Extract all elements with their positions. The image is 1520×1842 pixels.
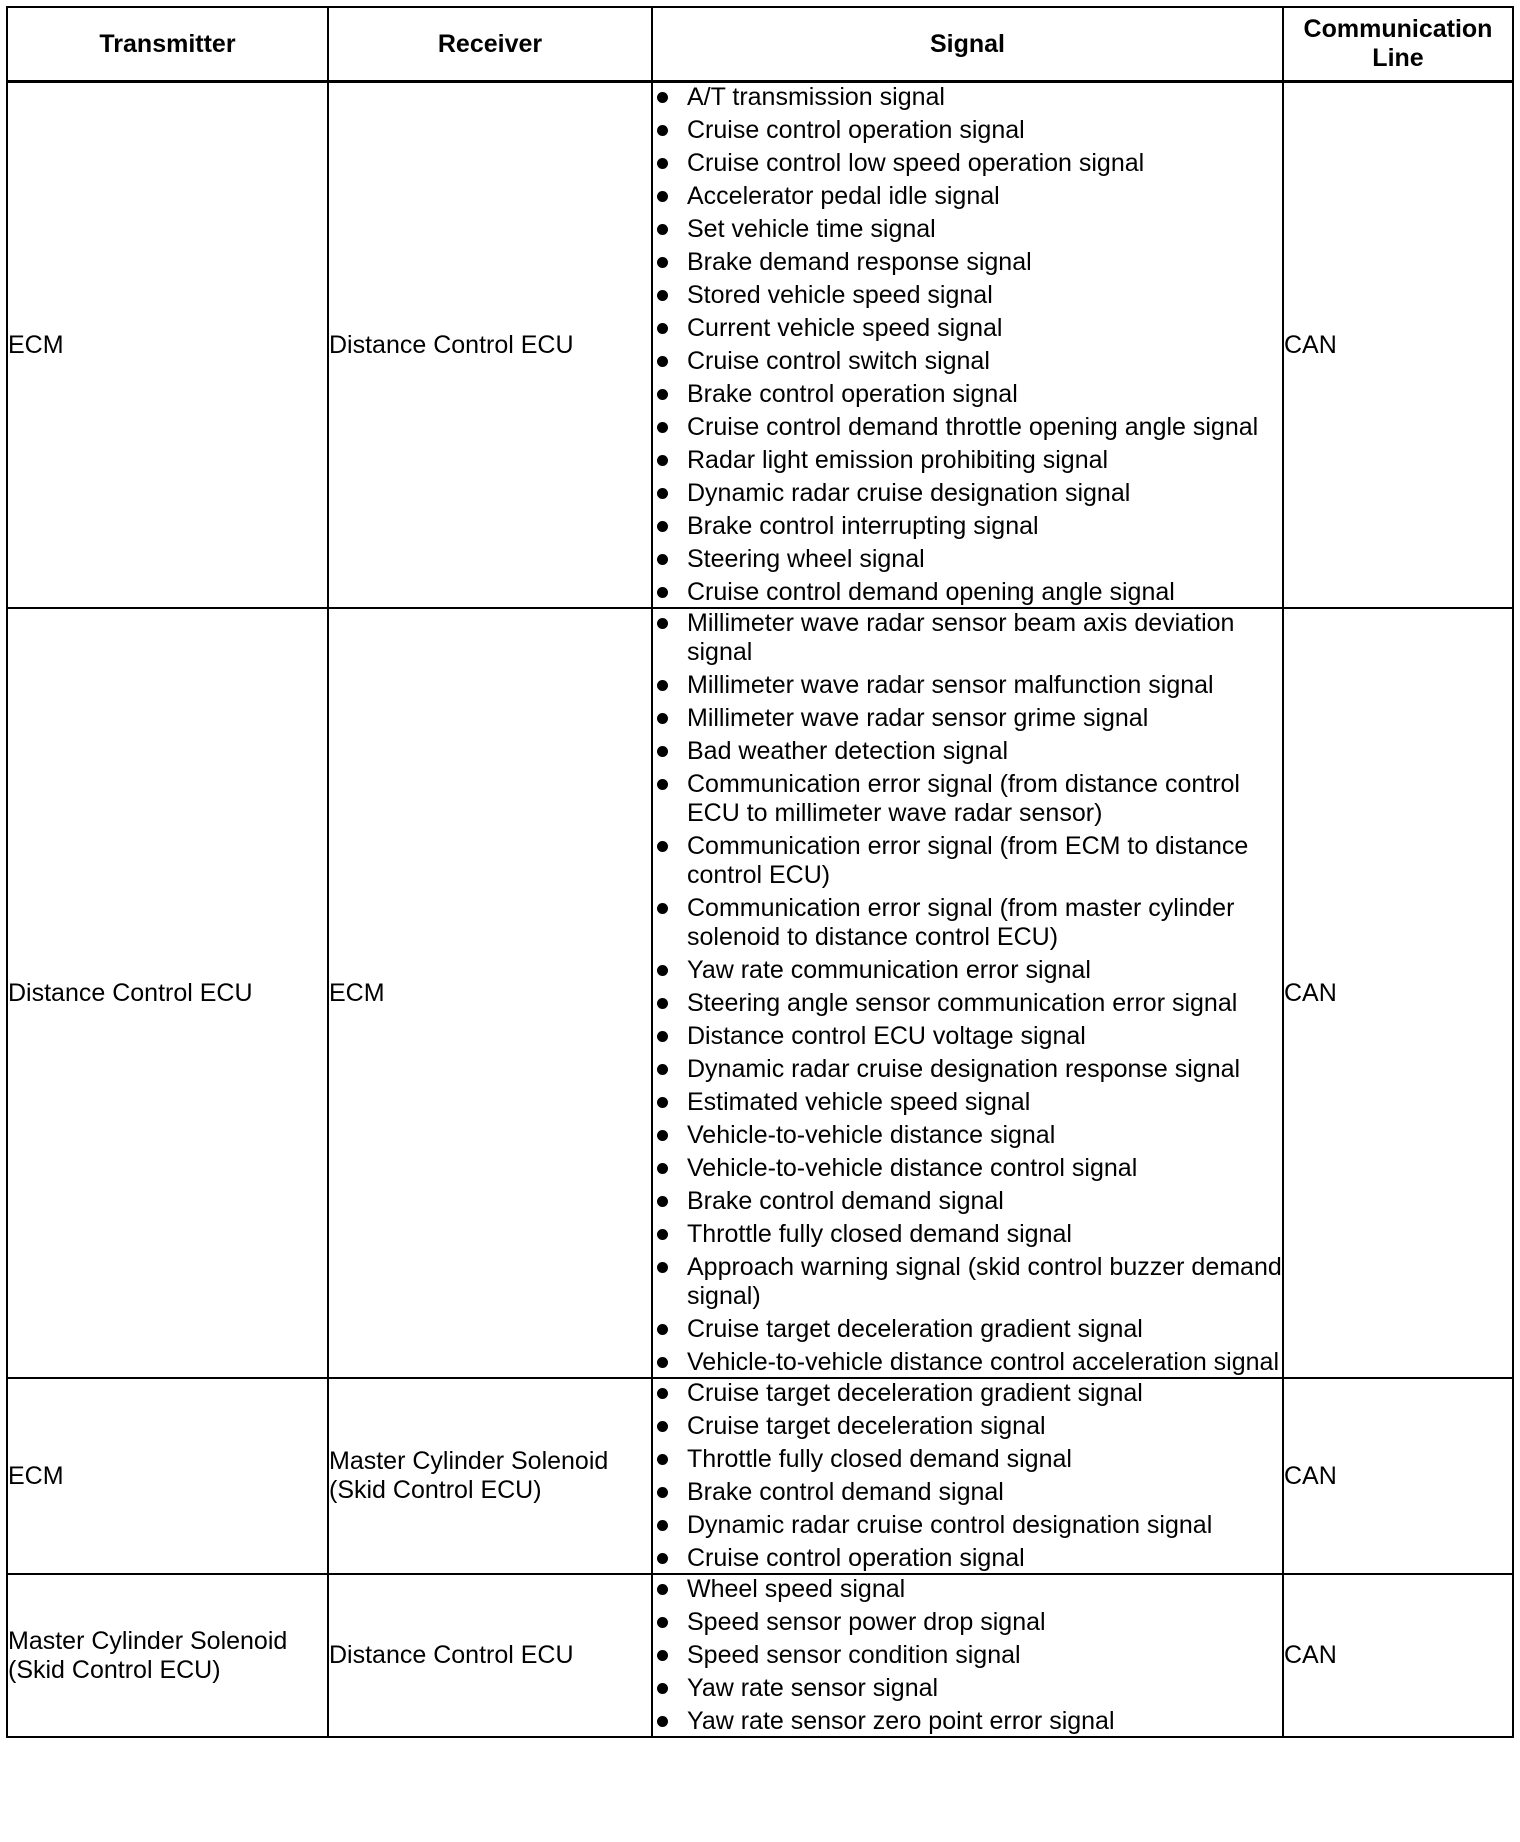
signal-list	[653, 1379, 1282, 1573]
signal-item: Cruise control low speed operation signal	[653, 149, 1282, 178]
signal-cell	[652, 608, 1283, 1378]
signal-item: A/T transmission signal	[653, 83, 1282, 112]
signal-list	[653, 609, 1282, 1377]
signal-item: Communication error signal (from master cylinder solenoid to distance control ECU)	[653, 894, 1282, 952]
signal-item: Cruise control operation signal	[653, 116, 1282, 145]
signal-item: Steering angle sensor communication error signal	[653, 989, 1282, 1018]
header-receiver: Receiver	[328, 7, 652, 82]
signal-item: Communication error signal (from distance control ECU to millimeter wave radar sensor)	[653, 770, 1282, 828]
signal-item: Communication error signal (from ECM to distance control ECU)	[653, 832, 1282, 890]
signal-item: Throttle fully closed demand signal	[653, 1220, 1282, 1249]
signal-item: Distance control ECU voltage signal	[653, 1022, 1282, 1051]
signal-item: Cruise target deceleration gradient signal	[653, 1379, 1282, 1408]
signal-cell	[652, 1378, 1283, 1574]
signal-item: Brake demand response signal	[653, 248, 1282, 277]
signal-item: Radar light emission prohibiting signal	[653, 446, 1282, 475]
header-communication-line: Communication Line	[1283, 7, 1513, 82]
table-row	[7, 1574, 1513, 1737]
signal-item: Cruise target deceleration signal	[653, 1412, 1282, 1441]
signal-item: Brake control operation signal	[653, 380, 1282, 409]
signal-item: Wheel speed signal	[653, 1575, 1282, 1604]
signal-item: Speed sensor condition signal	[653, 1641, 1282, 1670]
signal-item: Millimeter wave radar sensor beam axis deviation signal	[653, 609, 1282, 667]
table-row	[7, 1378, 1513, 1574]
signal-item: Dynamic radar cruise control designation signal	[653, 1511, 1282, 1540]
signal-item: Vehicle-to-vehicle distance signal	[653, 1121, 1282, 1150]
signal-cell	[652, 82, 1283, 609]
signal-item: Accelerator pedal idle signal	[653, 182, 1282, 211]
communication-line-cell: CAN	[1283, 82, 1513, 609]
signal-item: Current vehicle speed signal	[653, 314, 1282, 343]
signal-cell	[652, 1574, 1283, 1737]
signal-table	[6, 6, 1514, 1738]
receiver-cell: ECM	[328, 608, 652, 1378]
signal-item: Steering wheel signal	[653, 545, 1282, 574]
signal-item: Bad weather detection signal	[653, 737, 1282, 766]
signal-item: Brake control demand signal	[653, 1478, 1282, 1507]
receiver-cell: Master Cylinder Solenoid (Skid Control ECU)	[328, 1378, 652, 1574]
header-transmitter: Transmitter	[7, 7, 328, 82]
signal-item: Dynamic radar cruise designation response signal	[653, 1055, 1282, 1084]
signal-item: Speed sensor power drop signal	[653, 1608, 1282, 1637]
communication-line-cell: CAN	[1283, 608, 1513, 1378]
signal-item: Set vehicle time signal	[653, 215, 1282, 244]
signal-item: Millimeter wave radar sensor malfunction signal	[653, 671, 1282, 700]
signal-item: Throttle fully closed demand signal	[653, 1445, 1282, 1474]
table-header-row	[7, 7, 1513, 82]
signal-item: Cruise control switch signal	[653, 347, 1282, 376]
signal-item: Yaw rate communication error signal	[653, 956, 1282, 985]
header-signal: Signal	[652, 7, 1283, 82]
table-row	[7, 82, 1513, 609]
signal-item: Cruise target deceleration gradient signal	[653, 1315, 1282, 1344]
table-body	[7, 82, 1513, 1738]
communication-line-cell: CAN	[1283, 1378, 1513, 1574]
transmitter-cell: ECM	[7, 82, 328, 609]
signal-item: Vehicle-to-vehicle distance control acceleration signal	[653, 1348, 1282, 1377]
signal-list	[653, 83, 1282, 607]
transmitter-cell: ECM	[7, 1378, 328, 1574]
signal-item: Cruise control operation signal	[653, 1544, 1282, 1573]
signal-item: Yaw rate sensor zero point error signal	[653, 1707, 1282, 1736]
receiver-cell: Distance Control ECU	[328, 1574, 652, 1737]
signal-item: Yaw rate sensor signal	[653, 1674, 1282, 1703]
signal-item: Stored vehicle speed signal	[653, 281, 1282, 310]
receiver-cell: Distance Control ECU	[328, 82, 652, 609]
signal-item: Dynamic radar cruise designation signal	[653, 479, 1282, 508]
table-row	[7, 608, 1513, 1378]
transmitter-cell: Master Cylinder Solenoid (Skid Control ECU)	[7, 1574, 328, 1737]
signal-list	[653, 1575, 1282, 1736]
signal-item: Vehicle-to-vehicle distance control signal	[653, 1154, 1282, 1183]
signal-item: Estimated vehicle speed signal	[653, 1088, 1282, 1117]
signal-item: Cruise control demand opening angle signal	[653, 578, 1282, 607]
communication-line-cell: CAN	[1283, 1574, 1513, 1737]
signal-item: Approach warning signal (skid control buzzer demand signal)	[653, 1253, 1282, 1311]
signal-item: Cruise control demand throttle opening angle signal	[653, 413, 1282, 442]
signal-item: Brake control interrupting signal	[653, 512, 1282, 541]
signal-item: Brake control demand signal	[653, 1187, 1282, 1216]
transmitter-cell: Distance Control ECU	[7, 608, 328, 1378]
signal-item: Millimeter wave radar sensor grime signal	[653, 704, 1282, 733]
